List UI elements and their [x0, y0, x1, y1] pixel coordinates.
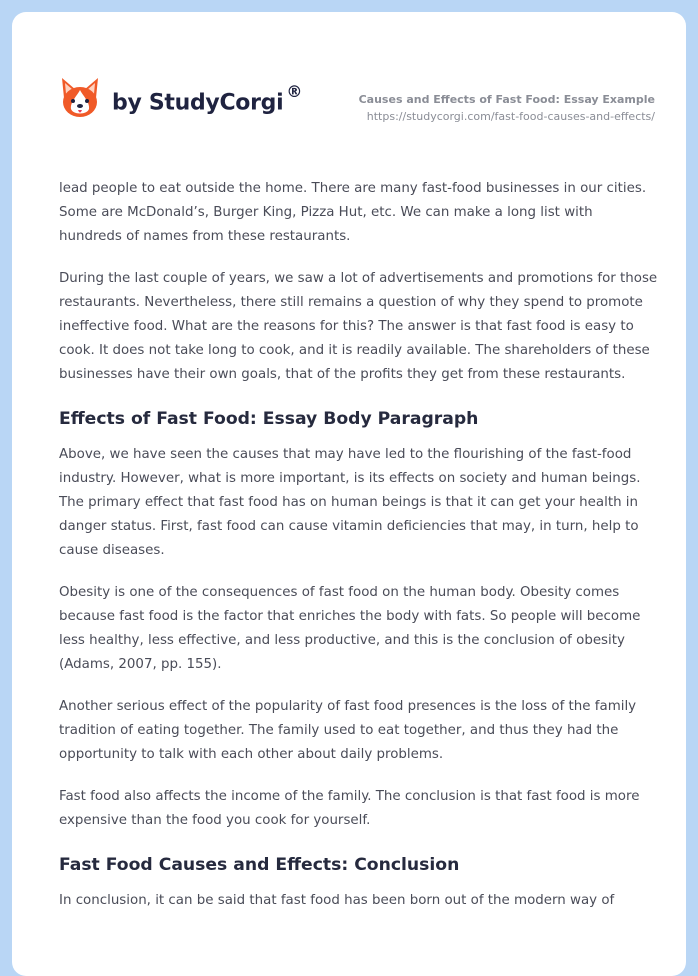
essay-content [59, 177, 659, 931]
section-heading: Fast Food Causes and Effects: Conclusion [59, 855, 460, 875]
document-url[interactable]: https://studycorgi.com/fast-food-causes-and-effects/ [366, 110, 655, 123]
paragraph: Obesity is one of the consequences of fast food on the human body. Obesity comes because fast food is the factor that enriches the body with fats. So people will become less healthy, less effective, and less productive, and this is the conclusion of obesity (Adams, 2007, pp. 155). [59, 585, 641, 672]
document-title: Causes and Effects of Fast Food: Essay Example [358, 93, 655, 106]
document-header [12, 12, 686, 152]
paragraph: Above, we have seen the causes that may have led to the flourishing of the fast-food industry. However, what is more important, is its effects on society and human beings. The primary effect that fast food has on human beings is that it can get your health in danger status. First, fast food can cause vitamin deficiencies that may, in turn, help to cause diseases. [59, 447, 641, 558]
paragraph: lead people to eat outside the home. There are many fast-food businesses in our cities. Some are McDonald’s, Burger King, Pizza Hut, etc. We can make a long list with hundreds of names from these restaurants. [59, 181, 647, 244]
document-meta [359, 92, 655, 125]
paragraph: Fast food also affects the income of the family. The conclusion is that fast food is more expensive than the food you cook for yourself. [59, 789, 640, 828]
paragraph: In conclusion, it can be said that fast food has been born out of the modern way of [59, 893, 615, 908]
paragraph: Another serious effect of the popularity of fast food presences is the loss of the family tradition of eating together. The family used to eat together, and thus they had the opportunity to talk with each other about daily problems. [59, 699, 637, 762]
section-heading: Effects of Fast Food: Essay Body Paragraph [59, 409, 479, 429]
registered-mark: ® [286, 82, 303, 102]
corgi-logo-icon [60, 76, 100, 120]
brand-text: by StudyCorgi [112, 90, 284, 116]
brand-name [112, 82, 303, 116]
document-card [12, 12, 686, 976]
paragraph: During the last couple of years, we saw a lot of advertisements and promotions for those restaurants. Nevertheless, there still remains a question of why they spend to promote ineffective food. What are the reasons for this? The answer is that fast food is easy to cook. It does not take long to cook, and it is readily available. The shareholders of these businesses have their own goals, that of the profits they get from these restaurants. [59, 271, 658, 382]
studycorgi-logo[interactable] [60, 76, 302, 120]
